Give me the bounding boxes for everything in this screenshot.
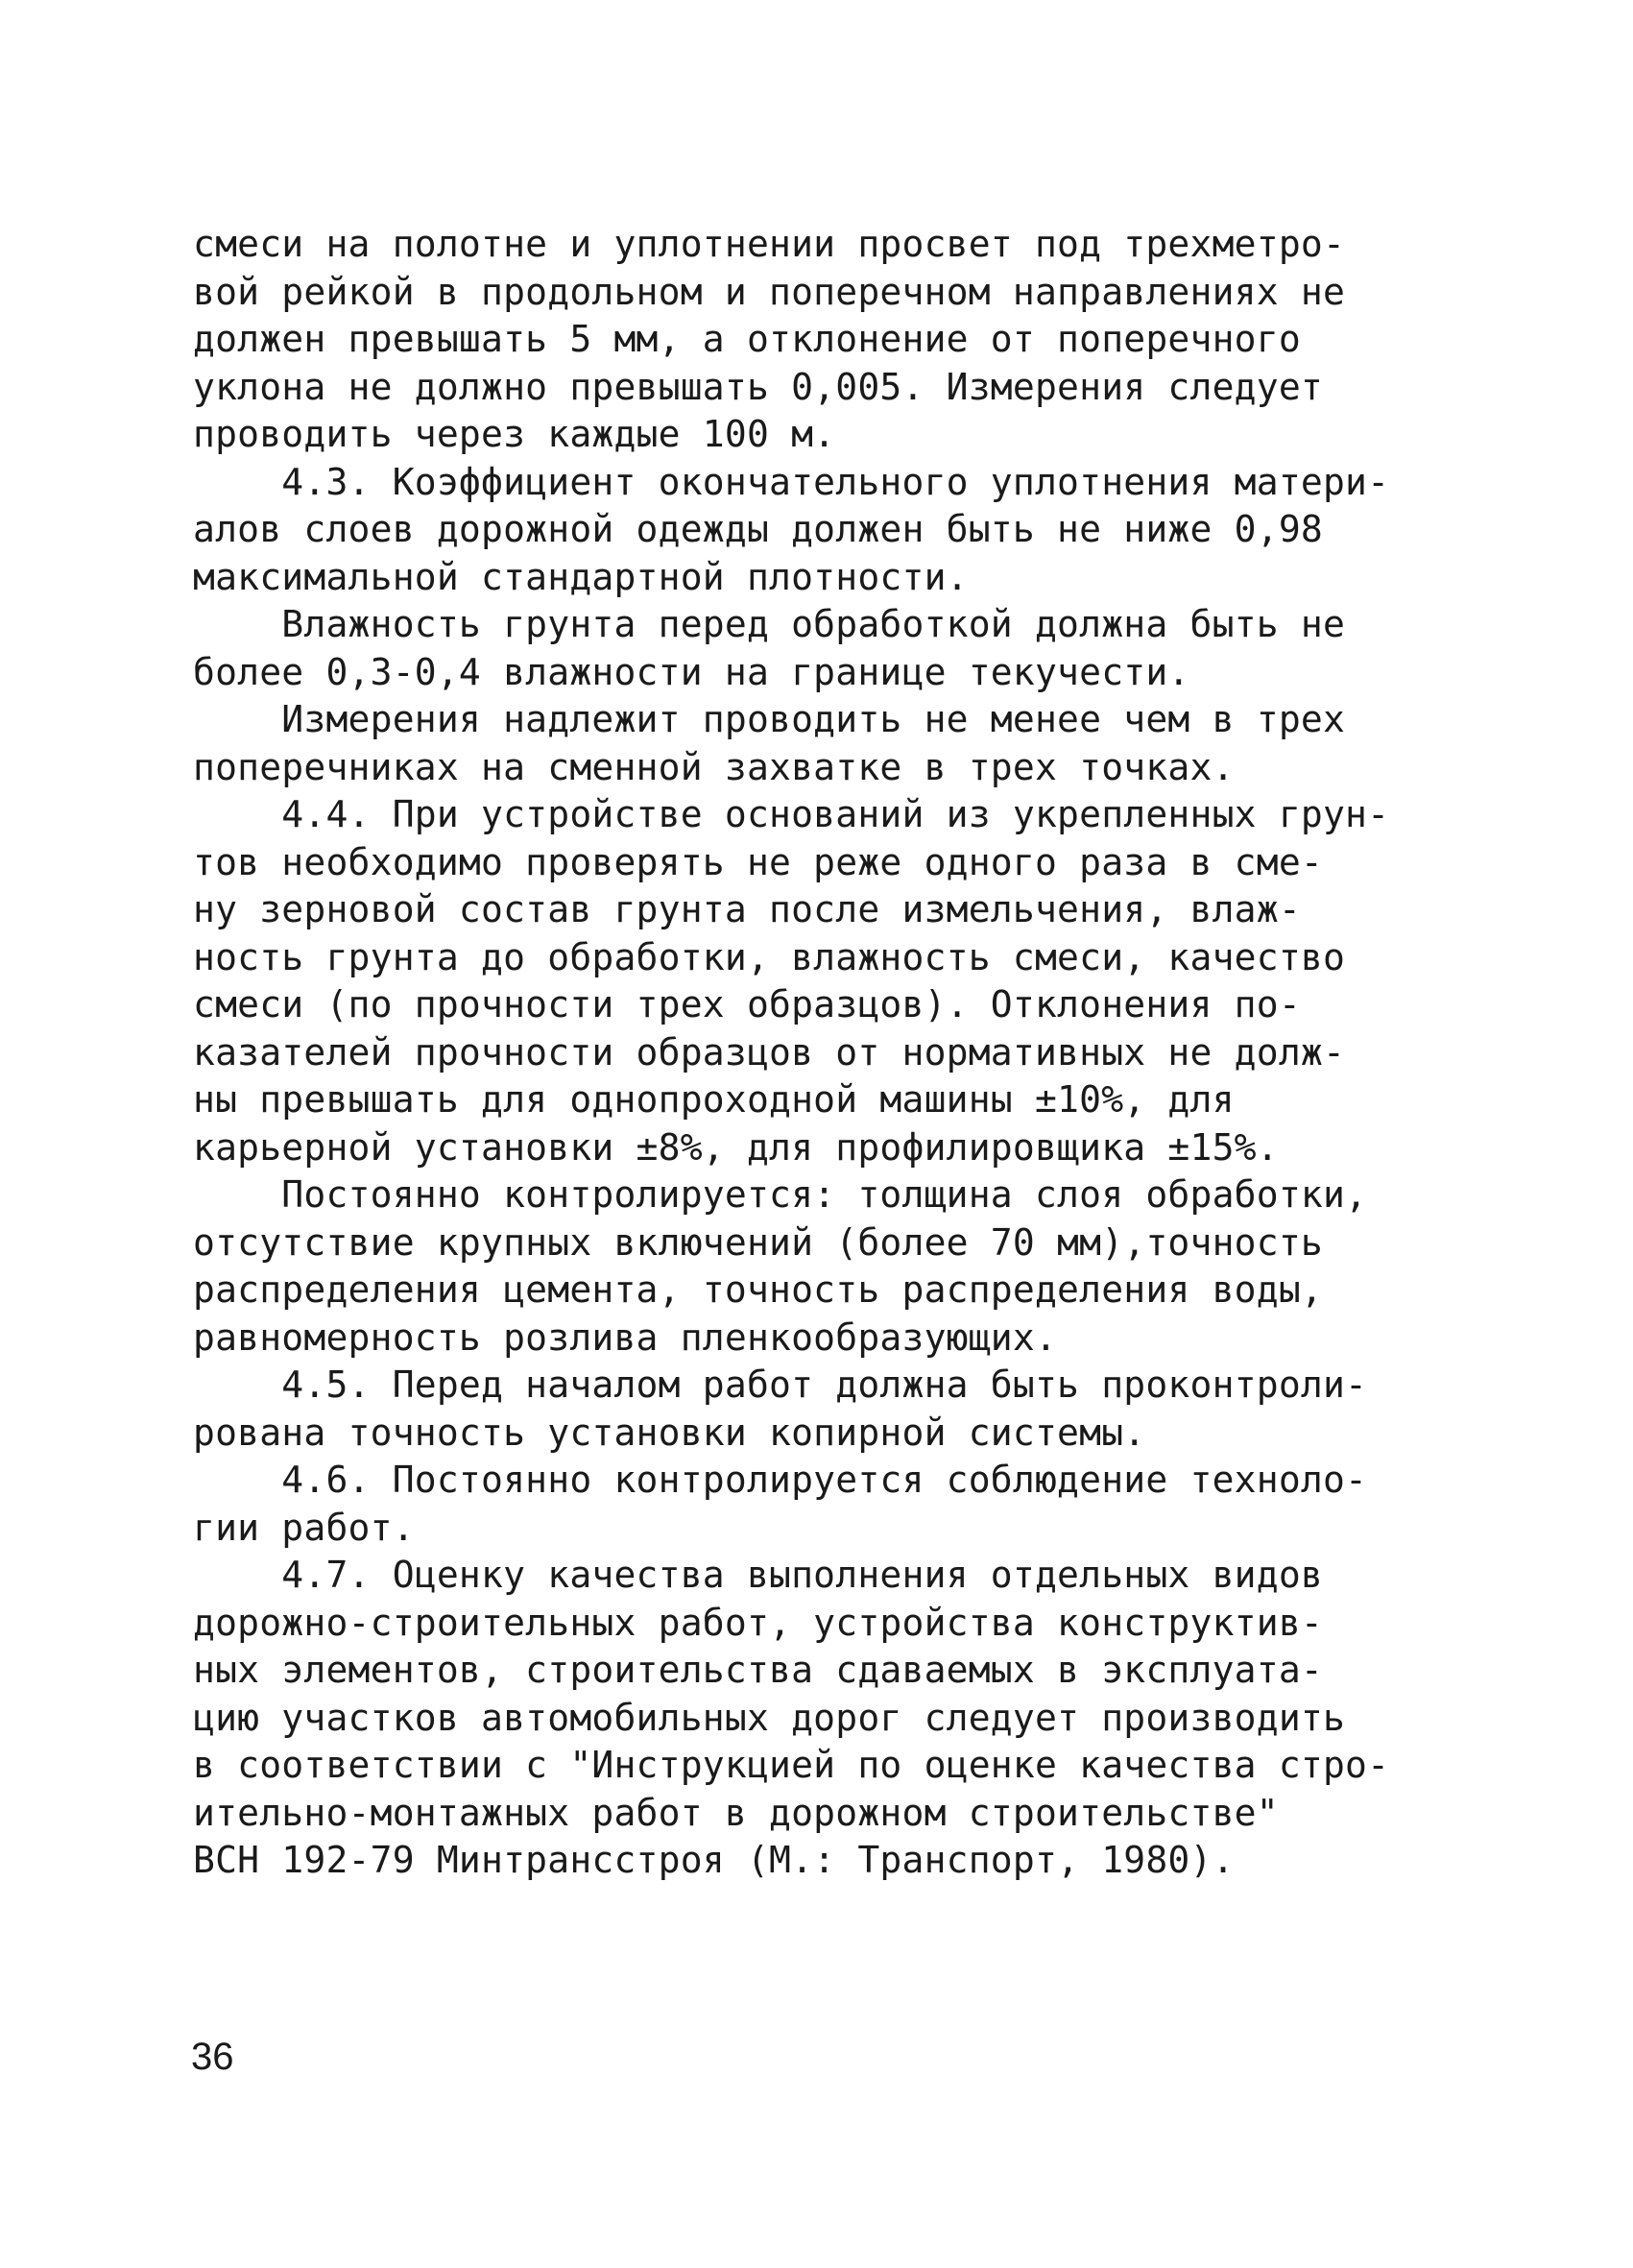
page-number: 36 (191, 2036, 234, 2078)
text-line: рована точность установки копирной системы. (193, 1411, 1146, 1454)
text-line: 4.6. Постоянно контролируется соблюдение техноло- (193, 1459, 1368, 1501)
text-line: равномерность розлива пленкообразующих. (193, 1315, 1058, 1359)
text-line: гии работ. (193, 1506, 415, 1549)
text-line: максимальной стандартной плотности. (193, 555, 969, 598)
text-line: более 0,3-0,4 влажности на границе текучести. (193, 650, 1190, 693)
text-line: в соответствии с "Инструкцией по оценке качества стро- (193, 1744, 1390, 1786)
text-line: 4.5. Перед началом работ должна быть проконтроли- (193, 1363, 1368, 1406)
text-line: цию участков автомобильных дорог следует производить (193, 1696, 1346, 1739)
text-line: ительно-монтажных работ в дорожном строительстве" (193, 1791, 1279, 1834)
text-line: тов необходимо проверять не реже одного раза в сме- (193, 840, 1323, 883)
text-line: 4.3. Коэффициент окончательного уплотнения матери- (193, 460, 1390, 503)
text-line: 4.4. При устройстве оснований из укрепленных грун- (193, 793, 1390, 835)
text-line: ны превышать для однопроходной машины ±10%, для (193, 1078, 1235, 1121)
text-line: казателей прочности образцов от нормативных не долж- (193, 1030, 1346, 1074)
text-line: карьерной установки ±8%, для профилировщика ±15%. (193, 1125, 1279, 1169)
text-line: проводить через каждые 100 м. (193, 413, 836, 455)
text-line: ВСН 192-79 Минтрансстроя (М.: Транспорт, 1980). (193, 1839, 1235, 1881)
text-line: Постоянно контролируется: толщина слоя обработки, (193, 1173, 1368, 1216)
text-line: вой рейкой в продольном и поперечном направлениях не (193, 270, 1346, 313)
text-line: ность грунта до обработки, влажность смеси, качество (193, 935, 1346, 978)
text-line: отсутствие крупных включений (более 70 мм),точность (193, 1220, 1323, 1264)
text-line: должен превышать 5 мм, а отклонение от поперечного (193, 318, 1301, 360)
text-line: смеси (по прочности трех образцов). Отклонения по- (193, 983, 1301, 1025)
text-line: Измерения надлежит проводить не менее чем в трех (193, 698, 1346, 740)
body-text (193, 221, 1441, 1885)
text-line: ну зерновой состав грунта после измельчения, влаж- (193, 888, 1301, 930)
text-line: распределения цемента, точность распределения воды, (193, 1268, 1323, 1311)
text-line: поперечниках на сменной захватке в трех точках. (193, 745, 1235, 788)
text-line: ных элементов, строительства сдаваемых в эксплуата- (193, 1649, 1323, 1691)
text-line: 4.7. Оценку качества выполнения отдельных видов (193, 1554, 1323, 1596)
text-line: Влажность грунта перед обработкой должна быть не (193, 603, 1346, 645)
text-line: дорожно-строительных работ, устройства конструктив- (193, 1601, 1323, 1644)
text-line: смеси на полотне и уплотнении просвет под трехметро- (193, 223, 1346, 265)
text-line: алов слоев дорожной одежды должен быть не ниже 0,98 (193, 508, 1323, 550)
text-line: уклона не должно превышать 0,005. Измерения следует (193, 365, 1323, 408)
